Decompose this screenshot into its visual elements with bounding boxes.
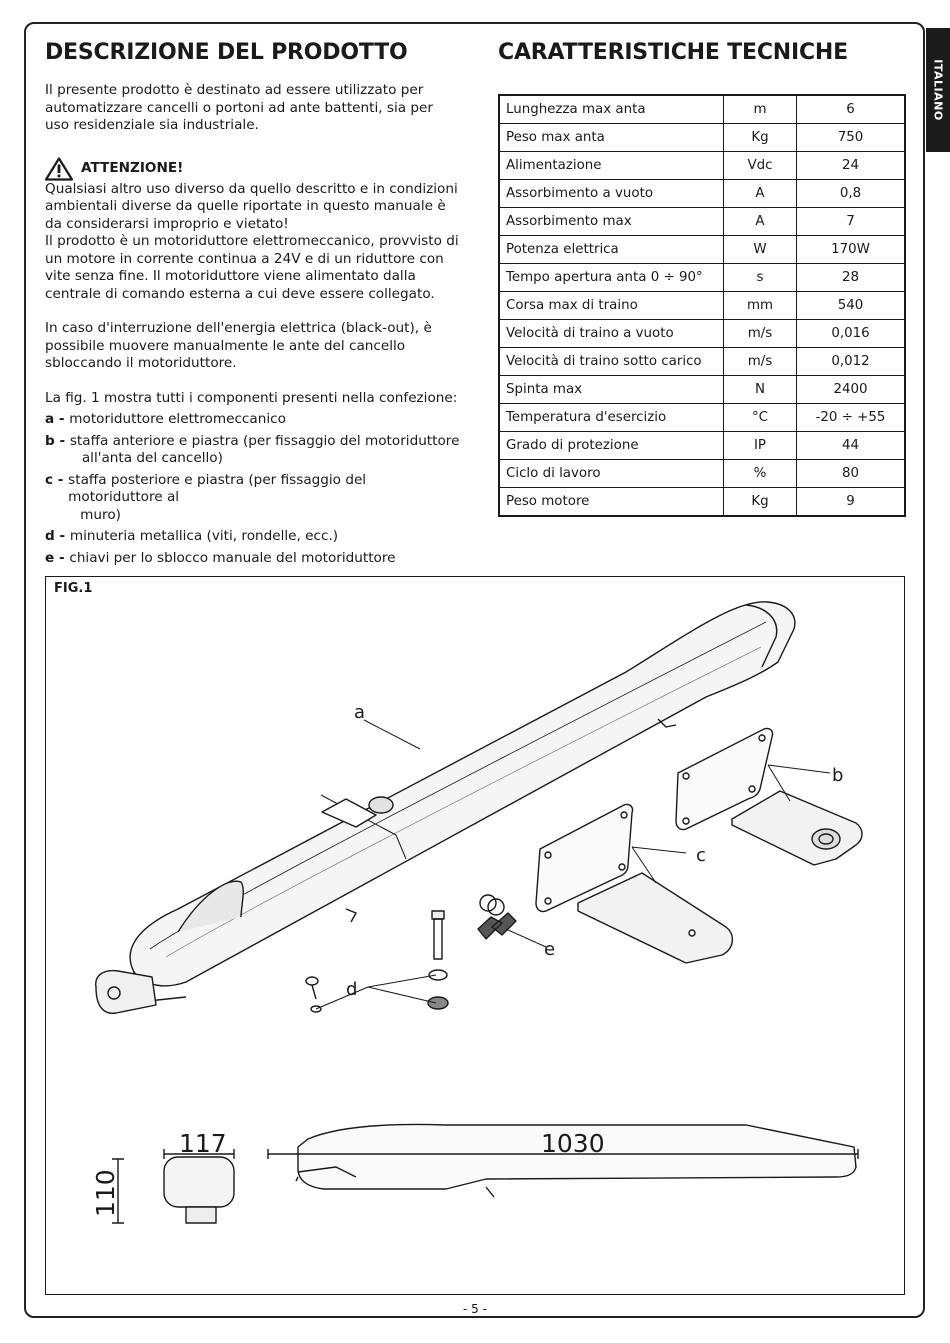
table-row	[499, 376, 905, 404]
list-item: b - staffa anteriore e piastra (per fissaggio del motoriduttore all'anta del cancello)	[45, 432, 460, 466]
bracket-b-shape	[732, 791, 862, 865]
spec-label: Peso max anta	[499, 124, 724, 152]
fig-intro-text: La fig. 1 mostra tutti i componenti presenti nella confezione:	[45, 389, 458, 406]
callout-c: c	[696, 845, 706, 866]
spec-unit: s	[724, 264, 797, 292]
spec-unit: m/s	[724, 348, 797, 376]
table-row	[499, 95, 905, 124]
table-row	[499, 264, 905, 292]
spec-value: 0,8	[797, 180, 906, 208]
warning-label: ATTENZIONE!	[81, 159, 184, 176]
spec-value: 540	[797, 292, 906, 320]
spec-unit: Kg	[724, 488, 797, 517]
spec-unit: IP	[724, 432, 797, 460]
keys-shape	[478, 913, 516, 939]
spec-value: 170W	[797, 236, 906, 264]
table-row	[499, 208, 905, 236]
bracket-c-shape	[578, 873, 732, 963]
spec-label: Assorbimento max	[499, 208, 724, 236]
spec-value: 0,012	[797, 348, 906, 376]
spec-unit: A	[724, 208, 797, 236]
spec-value: 9	[797, 488, 906, 517]
specs-title: CARATTERISTICHE TECNICHE	[498, 40, 848, 65]
warning-text: Qualsiasi altro uso diverso da quello descritto e in condizioni ambientali diverse da quelle riportate in questo manuale è da considerarsi improprio e vietato!	[45, 180, 458, 232]
figure-label: FIG.1	[54, 581, 93, 596]
spec-label: Spinta max	[499, 376, 724, 404]
warning-triangle-icon	[45, 157, 73, 181]
callout-a: a	[354, 702, 366, 723]
table-row	[499, 124, 905, 152]
table-row	[499, 348, 905, 376]
callout-b: b	[832, 765, 844, 786]
spec-value: 44	[797, 432, 906, 460]
spec-value: 7	[797, 208, 906, 236]
table-row	[499, 152, 905, 180]
spec-label: Peso motore	[499, 488, 724, 517]
spec-label: Velocità di traino a vuoto	[499, 320, 724, 348]
spec-unit: mm	[724, 292, 797, 320]
intro-text: Il presente prodotto è destinato ad essere utilizzato per automatizzare cancelli o portoni ad ante battenti, sia per uso residenziale sia industriale.	[45, 82, 433, 133]
spec-label: Alimentazione	[499, 152, 724, 180]
spec-unit: m	[724, 95, 797, 124]
list-item: c - staffa posteriore e piastra (per fissaggio del motoriduttore al muro)	[45, 471, 367, 523]
table-row	[499, 432, 905, 460]
front-view-shape	[164, 1157, 234, 1207]
spec-unit: W	[724, 236, 797, 264]
description-title: DESCRIZIONE DEL PRODOTTO	[45, 40, 408, 65]
spec-value: 6	[797, 95, 906, 124]
spec-unit: N	[724, 376, 797, 404]
spec-label: Velocità di traino sotto carico	[499, 348, 724, 376]
figure-box	[45, 576, 905, 1295]
description-section	[45, 82, 460, 567]
spec-value: 80	[797, 460, 906, 488]
spec-label: Corsa max di traino	[499, 292, 724, 320]
spec-label: Assorbimento a vuoto	[499, 180, 724, 208]
bolt-shape	[434, 919, 442, 959]
table-row	[499, 460, 905, 488]
spec-label: Ciclo di lavoro	[499, 460, 724, 488]
spec-value: 750	[797, 124, 906, 152]
table-row	[499, 404, 905, 432]
release-button-shape	[369, 797, 393, 813]
components-illustration	[46, 577, 904, 1294]
blackout-text: In caso d'interruzione dell'energia elettrica (black-out), è possibile muovere manualmente le ante del cancello sbloccando il motoriduttore.	[45, 320, 432, 371]
list-item: a - motoriduttore elettromeccanico	[45, 411, 286, 427]
callout-e: e	[544, 939, 556, 960]
list-item: e - chiavi per lo sblocco manuale del motoriduttore	[45, 549, 396, 566]
table-row	[499, 488, 905, 517]
spec-unit: °C	[724, 404, 797, 432]
spec-unit: %	[724, 460, 797, 488]
motor-text: Il prodotto è un motoriduttore elettromeccanico, provvisto di un motore in corrente continua a 24V e di un riduttore con vite senza fine. Il motoriduttore viene alimentato dalla centrale di comando esterna a cui deve essere collegato.	[45, 233, 459, 302]
spec-label: Grado di protezione	[499, 432, 724, 460]
list-item: d - minuteria metallica (viti, rondelle, ecc.)	[45, 528, 339, 544]
dimension-length: 1030	[541, 1129, 605, 1158]
spec-unit: A	[724, 180, 797, 208]
dimension-width: 117	[179, 1129, 227, 1158]
table-row	[499, 236, 905, 264]
spec-unit: Kg	[724, 124, 797, 152]
warning-heading	[45, 157, 460, 181]
spec-label: Temperatura d'esercizio	[499, 404, 724, 432]
spec-value: 24	[797, 152, 906, 180]
spec-value: 2400	[797, 376, 906, 404]
spec-label: Lunghezza max anta	[499, 95, 724, 124]
spec-value: 28	[797, 264, 906, 292]
spec-value: -20 ÷ +55	[797, 404, 906, 432]
dimension-height: 110	[91, 1169, 120, 1217]
spec-unit: m/s	[724, 320, 797, 348]
callout-d: d	[346, 979, 358, 1000]
spec-value: 0,016	[797, 320, 906, 348]
spec-unit: Vdc	[724, 152, 797, 180]
table-row	[499, 180, 905, 208]
spec-label: Tempo apertura anta 0 ÷ 90°	[499, 264, 724, 292]
language-tab: ITALIANO	[926, 28, 950, 152]
page-number: - 5 -	[463, 1302, 487, 1316]
table-row	[499, 292, 905, 320]
specs-table	[498, 94, 906, 517]
table-row	[499, 320, 905, 348]
spec-label: Potenza elettrica	[499, 236, 724, 264]
